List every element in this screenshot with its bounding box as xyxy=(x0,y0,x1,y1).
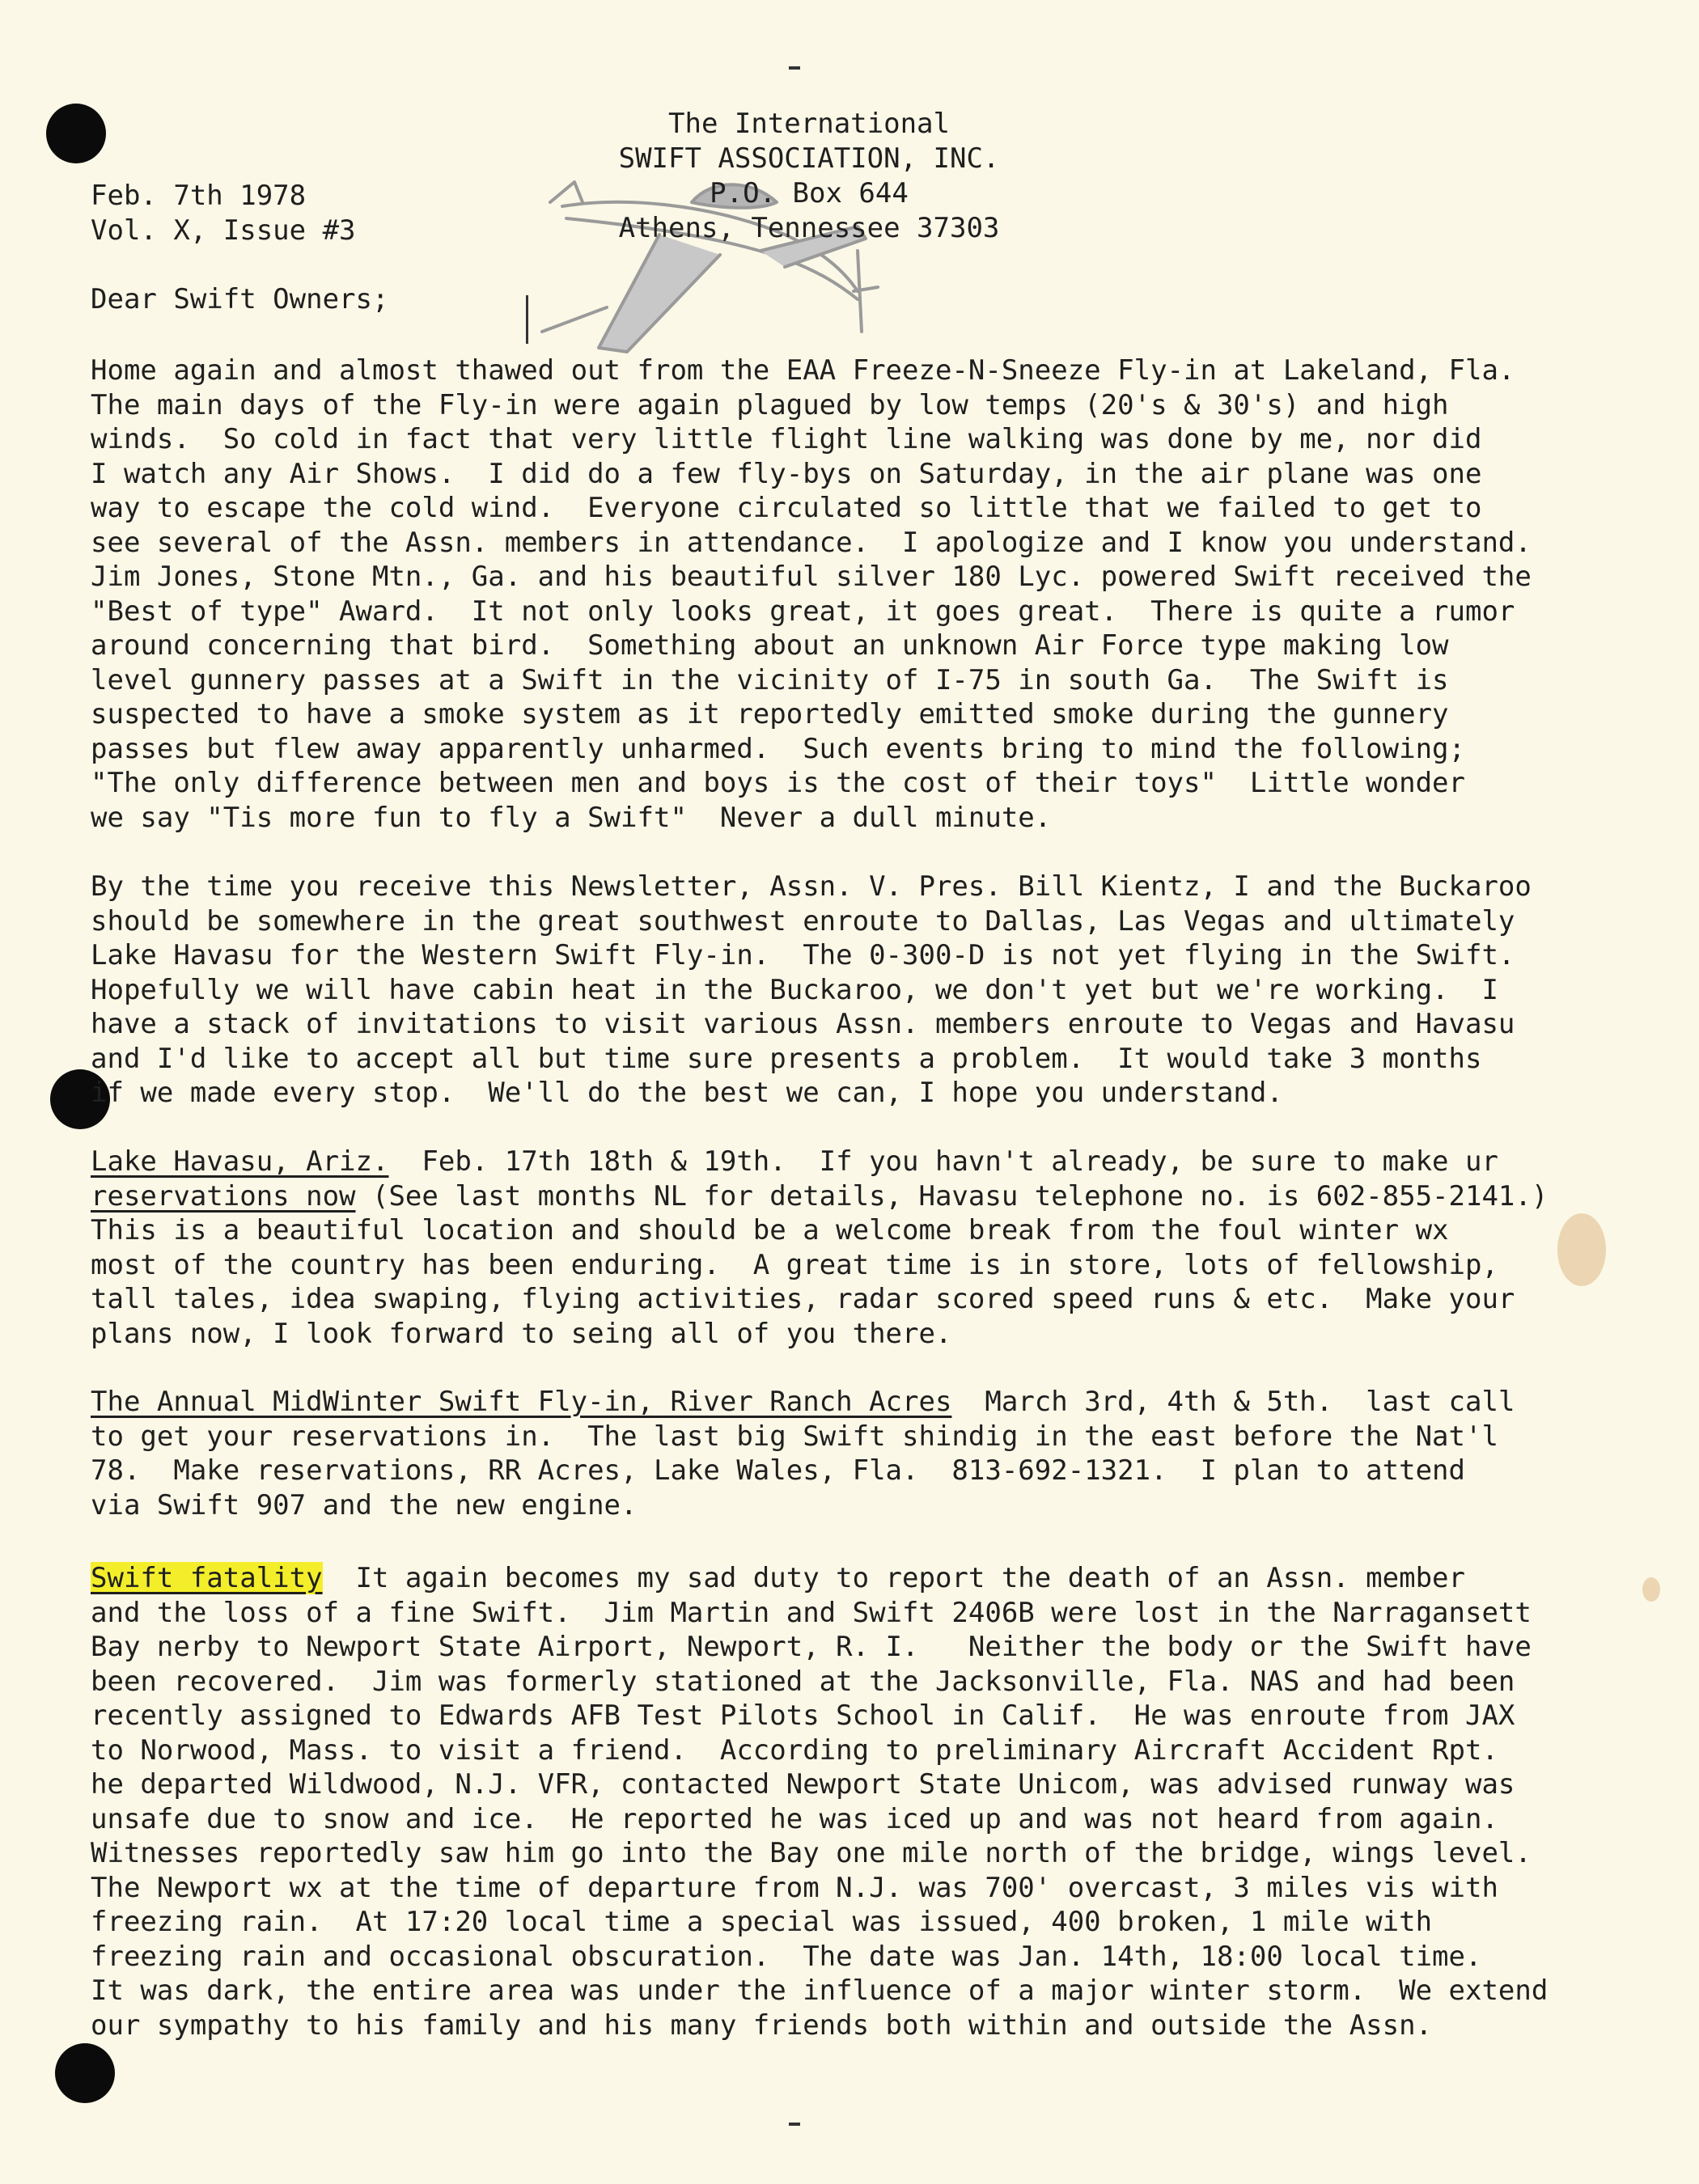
salutation: Dear Swift Owners; xyxy=(91,283,389,315)
org-line-1: The International xyxy=(668,108,950,140)
org-line-4: Athens, Tennessee 37303 xyxy=(618,212,1000,244)
section-heading-midwinter: The Annual MidWinter Swift Fly-in, River Ranch Acres xyxy=(91,1386,952,1418)
section-heading-fatality: Swift fatality xyxy=(91,1562,323,1594)
org-line-2: SWIFT ASSOCIATION, INC. xyxy=(618,142,1000,175)
paragraph-text: and the loss of a fine Swift. Jim Martin and Swift 2406B were lost in the Narragansett Bay nerby to Newport State Airport, Newport, R. I. Neither the body or the Swift have been recovered. Jim was formerly stationed at the Jacksonville, Fla. NAS and had been recently assigned to Edwards AFB Test Pilots School in Calif. He was enroute from JAX to Norwood, Mass. to visit a friend. According to preliminary Aircraft Accident Rpt. he departed Wildwood, N.J. VFR, contacted Newport State Unicom, was advised runway was unsafe due to snow and ice. He reported he was iced up and was not heard from again. Witnesses reportedly saw him go into the Bay one mile north of the bridge, wings level. The Newport wx at the time of departure from N.J. was 700' overcast, 3 miles vis with freezing rain. At 17:20 local time a special was issued, 400 broken, 1 mile with freezing rain and occasional obscuration. The date was Jan. 14th, 18:00 local time. It was dark, the entire area was under the influence of a major winter storm. We extend our sympathy to his family and his many friends both within and outside the Assn. xyxy=(91,1596,1549,2042)
paragraph-swift-fatality xyxy=(91,1561,1612,2042)
issue-info xyxy=(91,179,356,248)
top-mark xyxy=(789,66,800,70)
paragraph-text: Feb. 17th 18th & 19th. If you havn't already, be sure to make ur xyxy=(388,1145,1498,1178)
bottom-mark xyxy=(789,2123,800,2126)
reservations-now-underline: reservations now xyxy=(91,1179,356,1213)
issue-volume: Vol. X, Issue #3 xyxy=(91,214,356,247)
paragraph-text: March 3rd, 4th & 5th. last call xyxy=(951,1386,1515,1418)
punch-hole-bottom xyxy=(55,2043,115,2103)
section-heading-lake-havasu: Lake Havasu, Ariz. xyxy=(91,1145,389,1178)
paper-stain xyxy=(1642,1577,1660,1602)
paragraph-text: It again becomes my sad duty to report the death of an Assn. member xyxy=(322,1562,1465,1594)
paragraph-text: (See last months NL for details, Havasu telephone no. is 602-855-2141.) This is a beautiful location and should be a welcome break from the foul winter wx most of the country has been enduring. A great time is in store, lots of fellowship, tall tales, idea swaping, flying activities, radar scored speed runs & etc. Make your plans now, I look forward to seing all of you there. xyxy=(91,1179,1549,1350)
issue-date: Feb. 7th 1978 xyxy=(91,180,307,212)
paragraph-southwest-trip: By the time you receive this Newsletter, Assn. V. Pres. Bill Kientz, I and the Buckaroo should be somewhere in the great southwest enroute to Dallas, Las Vegas and ultimately Lake Havasu for the Western Swift Fly-in. The 0-300-D is not yet flying in the Swift. Hopefully we will have cabin heat in the Buckaroo, we don't yet but we're working. I have a stack of invitations to visit various Assn. members enroute to Vegas and Havasu and I'd like to accept all but time sure presents a problem. It would take 3 months if we made every stop. We'll do the best we can, I hope you understand. xyxy=(91,870,1532,1109)
paragraph-text: to get your reservations in. The last big Swift shindig in the east before the Nat'l 78. Make reservations, RR Acres, Lake Wales, Fla. 813-692-1321. I plan to attend via Swift 907 and the new engine. xyxy=(91,1420,1498,1522)
org-line-3: P.O. Box 644 xyxy=(710,177,909,210)
graphic-tick xyxy=(526,295,528,344)
letterhead xyxy=(607,107,1011,246)
paragraph-lake-havasu xyxy=(91,1145,1612,1351)
paragraph-midwinter-fly-in xyxy=(91,1385,1612,1522)
punch-hole-top xyxy=(46,104,106,163)
paragraph-freeze-n-sneeze: Home again and almost thawed out from the EAA Freeze-N-Sneeze Fly-in at Lakeland, Fla. The main days of the Fly-in were again plagued by low temps (20's & 30's) and high winds. So cold in fact that very little flight line walking was done by me, nor did I watch any Air Shows. I did do a few fly-bys on Saturday, in the air plane was one way to escape the cold wind. Everyone circulated so little that we failed to get to see several of the Assn. members in attendance. I apologize and I know you understand. Jim Jones, Stone Mtn., Ga. and his beautiful silver 180 Lyc. powered Swift received the "Best of type" Award. It not only looks great, it goes great. There is quite a rumor around concerning that bird. Something about an unknown Air Force type making low level gunnery passes at a Swift in the vicinity of I-75 in south Ga. The Swift is suspected to have a smoke system as it reportedly emitted smoke during the gunnery passes but flew away apparently unharmed. Such events bring to mind the following; "The only difference between men and boys is the cost of their toys" Little wonder we say "Tis more fun to fly a Swift" Never a dull minute. xyxy=(91,354,1532,834)
